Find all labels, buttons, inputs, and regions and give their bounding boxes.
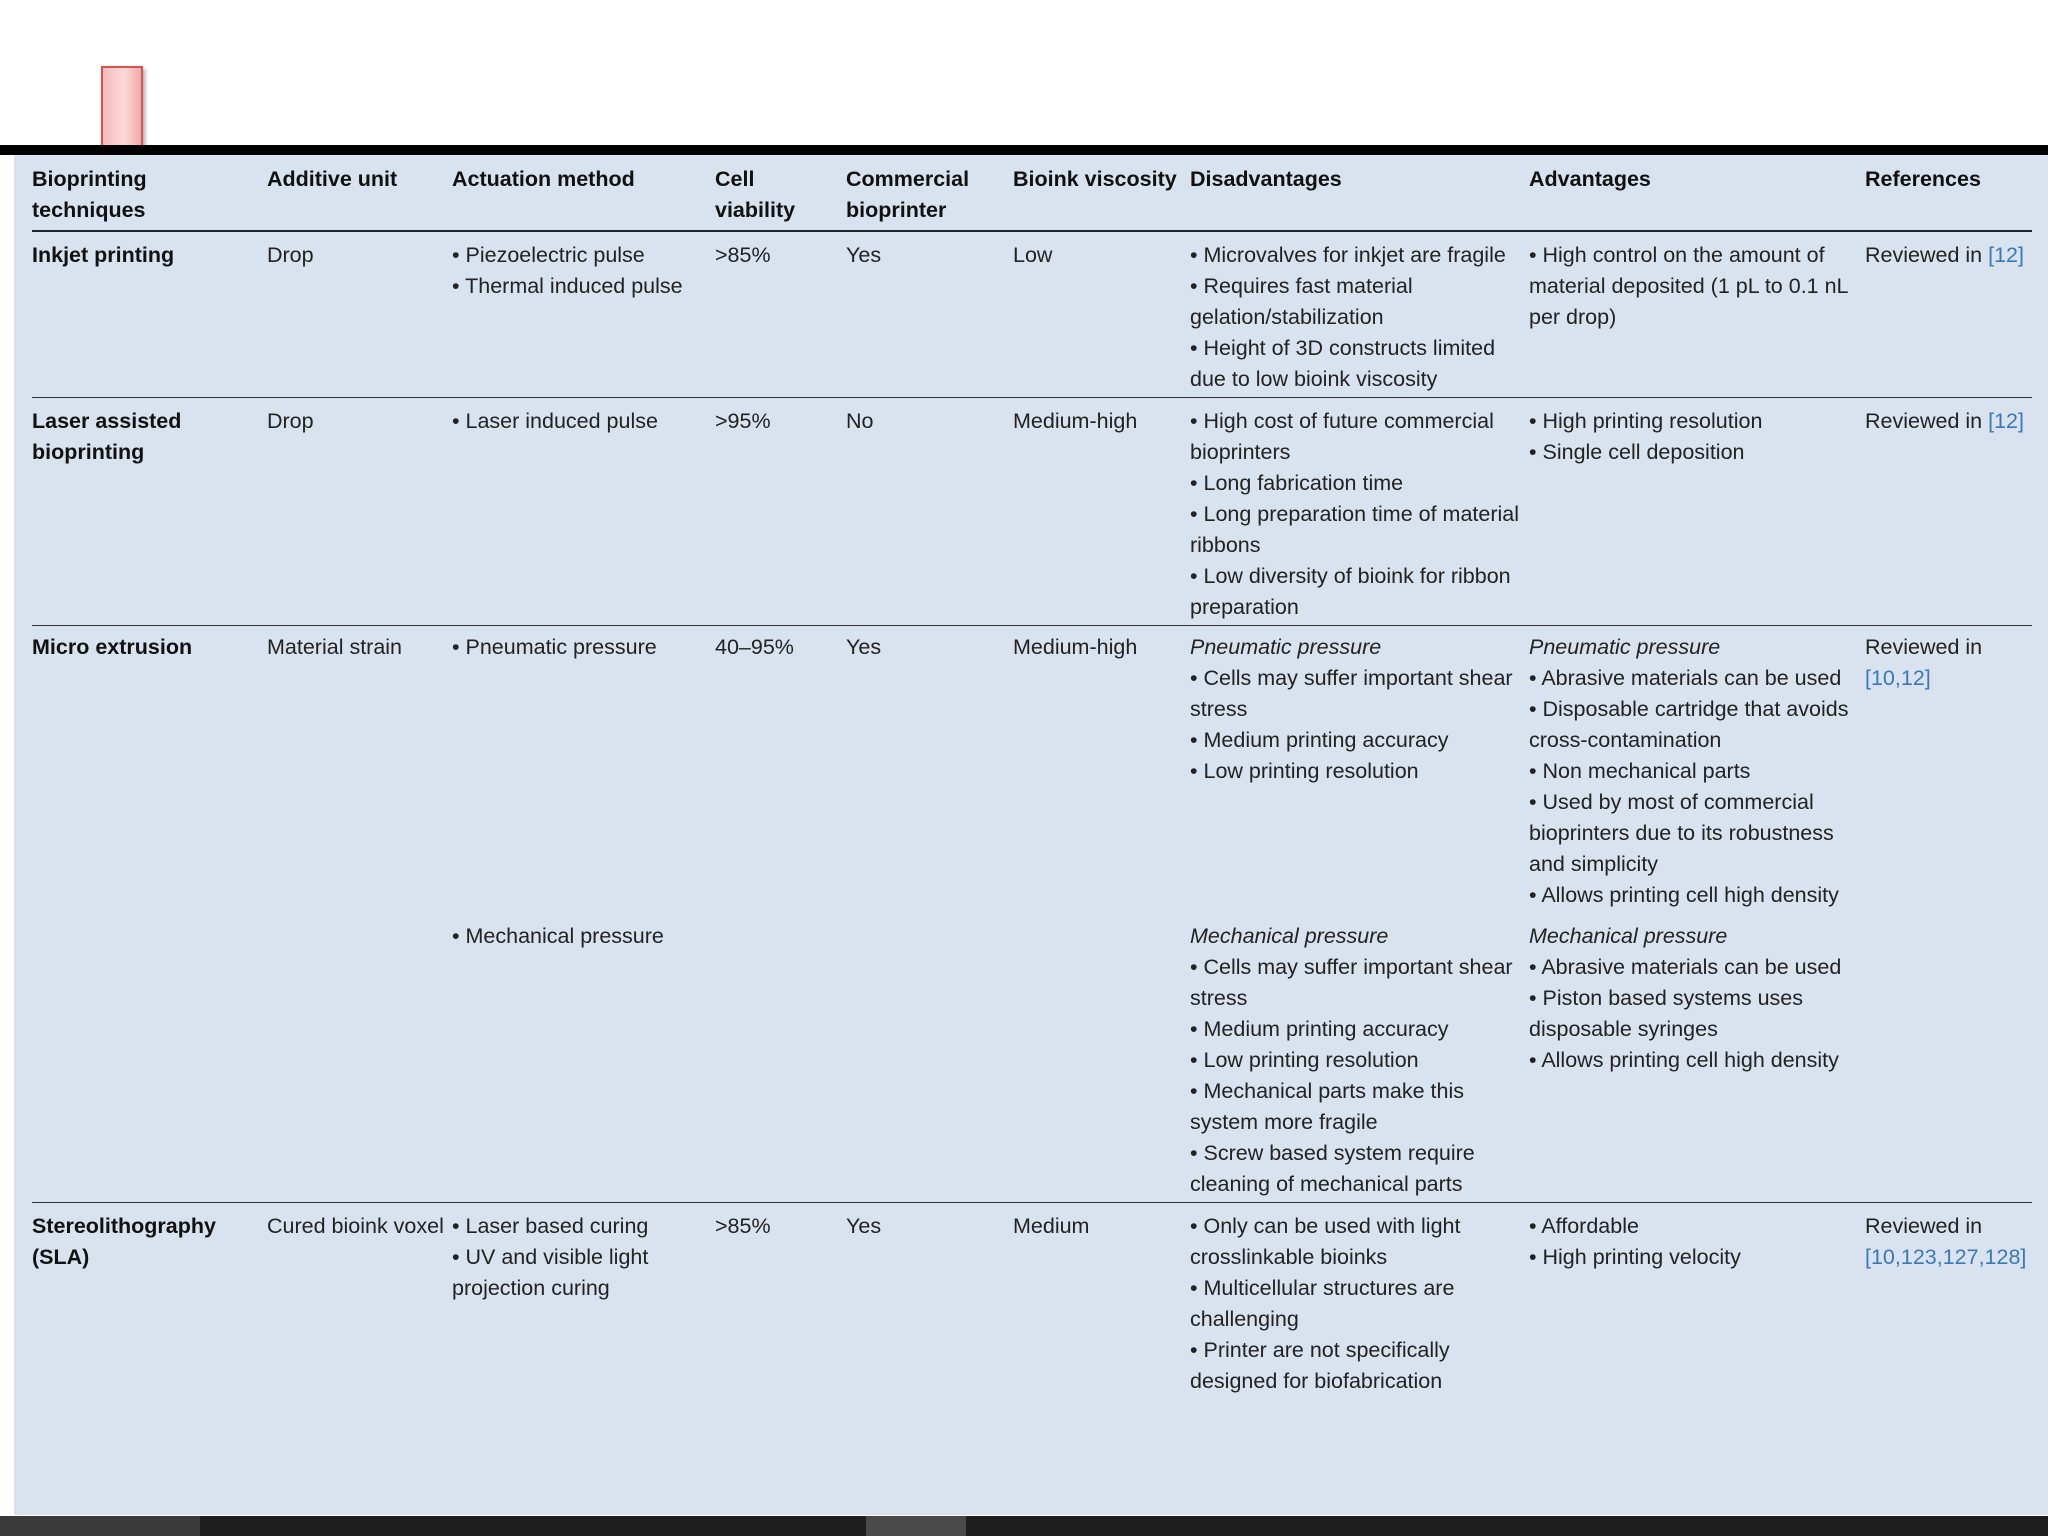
bioink-viscosity: Medium-high [1013,635,1138,659]
disadvantages-list [1190,626,1529,914]
reference-prefix: Reviewed in [1865,409,1983,433]
cell-viability: >85% [715,231,846,398]
list-item: • Requires fast material gelation/stabilization [1190,274,1413,329]
reference-link[interactable]: [10,12] [1865,666,1931,690]
subheading: Pneumatic pressure [1190,635,1382,659]
additive-unit: Material strain [267,635,403,659]
technique-name: Stereolithography (SLA) [32,1214,216,1269]
advantages-list [1529,1203,1865,1400]
list-item: • Abrasive materials can be used [1529,955,1842,979]
taskbar-segment [866,1516,966,1536]
list-item: • Affordable [1529,1214,1639,1238]
technique-name: Laser assisted bioprinting [32,398,267,626]
table-row [32,913,2032,1203]
bioink-viscosity: Low [1013,231,1190,398]
list-item: • Low printing resolution [1190,759,1419,783]
list-item: • Piezoelectric pulse [452,243,645,267]
list-item: • Allows printing cell high density [1529,883,1839,907]
disadvantages-list [1190,913,1529,1203]
table-row [32,231,2032,398]
subheading: Mechanical pressure [1529,924,1728,948]
title-rule [0,145,2048,155]
list-item: • Laser induced pulse [452,409,658,433]
taskbar-segment [0,1516,200,1536]
list-item: • Cells may suffer important shear stress [1190,955,1513,1010]
bioink-viscosity: Medium [1013,1214,1090,1238]
list-item: • Medium printing accuracy [1190,728,1449,752]
bottom-taskbar-strip [0,1516,2048,1536]
header-technique: Bioprinting techniques [32,160,267,231]
commercial-bioprinter: Yes [846,231,1013,398]
references [1865,398,2032,626]
list-item: • Used by most of commercial bioprinters due to its robustness and simplicity [1529,790,1834,876]
list-item: • Screw based system require cleaning of mechanical parts [1190,1141,1475,1196]
list-item: • Single cell deposition [1529,440,1745,464]
list-item: • Printer are not specifically designed for biofabrication [1190,1338,1450,1393]
advantages-list [1529,913,1865,1203]
header-references: References [1865,160,2032,231]
table-header-row [32,160,2032,231]
table-row [32,398,2032,626]
header-viscosity: Bioink viscosity [1013,160,1190,231]
subheading: Mechanical pressure [1190,924,1389,948]
list-item: • Mechanical pressure [452,924,664,948]
reference-prefix: Reviewed in [1865,1214,1983,1238]
reference-link[interactable]: [12] [1988,409,2024,433]
list-item: • Mechanical parts make this system more fragile [1190,1079,1464,1134]
list-item: • High cost of future commercial bioprinters [1190,409,1494,464]
bioprinting-comparison-table [32,160,2032,1399]
technique-name: Micro extrusion [32,635,193,659]
list-item: • Height of 3D constructs limited due to low bioink viscosity [1190,336,1496,391]
disadvantages-list [1190,231,1529,398]
list-item: • Piston based systems uses disposable syringes [1529,986,1804,1041]
list-item: • Abrasive materials can be used [1529,666,1842,690]
header-disadvantages: Disadvantages [1190,160,1529,231]
list-item: • High control on the amount of material deposited (1 pL to 0.1 nL per drop) [1529,243,1848,329]
additive-unit: Cured bioink voxel [267,1214,444,1238]
bioink-viscosity: Medium-high [1013,398,1190,626]
advantages-list [1529,231,1865,398]
additive-unit: Drop [267,231,452,398]
list-item: • Non mechanical parts [1529,759,1751,783]
reference-prefix: Reviewed in [1865,635,1983,659]
list-item: • High printing resolution [1529,409,1763,433]
list-item: • Allows printing cell high density [1529,1048,1839,1072]
advantages-list [1529,398,1865,626]
references [1865,231,2032,398]
header-additive-unit: Additive unit [267,160,452,231]
list-item: • Cells may suffer important shear stress [1190,666,1513,721]
commercial-bioprinter: Yes [846,635,882,659]
actuation-method [452,231,715,398]
header-viability: Cell viability [715,160,846,231]
list-item: • Pneumatic pressure [452,635,657,659]
list-item: • UV and visible light projection curing [452,1245,649,1300]
cell-viability: 40–95% [715,635,794,659]
disadvantages-list [1190,398,1529,626]
header-advantages: Advantages [1529,160,1865,231]
technique-name: Inkjet printing [32,231,267,398]
list-item: • Multicellular structures are challenging [1190,1276,1455,1331]
disadvantages-list [1190,1203,1529,1400]
list-item: • Long preparation time of material ribbons [1190,502,1520,557]
actuation-method [452,626,715,914]
advantages-list [1529,626,1865,914]
cell-viability: >85% [715,1214,771,1238]
cell-viability: >95% [715,398,846,626]
list-item: • High printing velocity [1529,1245,1741,1269]
list-item: • Only can be used with light crosslinkable bioinks [1190,1214,1461,1269]
list-item: • Microvalves for inkjet are fragile [1190,243,1506,267]
references [1865,626,2032,914]
list-item: • Long fabrication time [1190,471,1404,495]
slide-marker-shape [101,66,143,150]
actuation-method [452,398,715,626]
list-item: • Thermal induced pulse [452,274,683,298]
list-item: • Low printing resolution [1190,1048,1419,1072]
list-item: • Laser based curing [452,1214,649,1238]
table-row [32,626,2032,914]
header-commercial: Commercial bioprinter [846,160,1013,231]
header-actuation: Actuation method [452,160,715,231]
actuation-method [452,1203,715,1400]
reference-link[interactable]: [10,123,127,128] [1865,1245,2027,1269]
reference-prefix: Reviewed in [1865,243,1983,267]
list-item: • Low diversity of bioink for ribbon preparation [1190,564,1511,619]
actuation-method [452,913,715,1203]
commercial-bioprinter: Yes [846,1214,882,1238]
references [1865,1203,2032,1400]
list-item: • Medium printing accuracy [1190,1017,1449,1041]
table-row [32,1203,2032,1400]
commercial-bioprinter: No [846,398,1013,626]
subheading: Pneumatic pressure [1529,635,1721,659]
reference-link[interactable]: [12] [1988,243,2024,267]
additive-unit: Drop [267,398,452,626]
list-item: • Disposable cartridge that avoids cross-contamination [1529,697,1849,752]
